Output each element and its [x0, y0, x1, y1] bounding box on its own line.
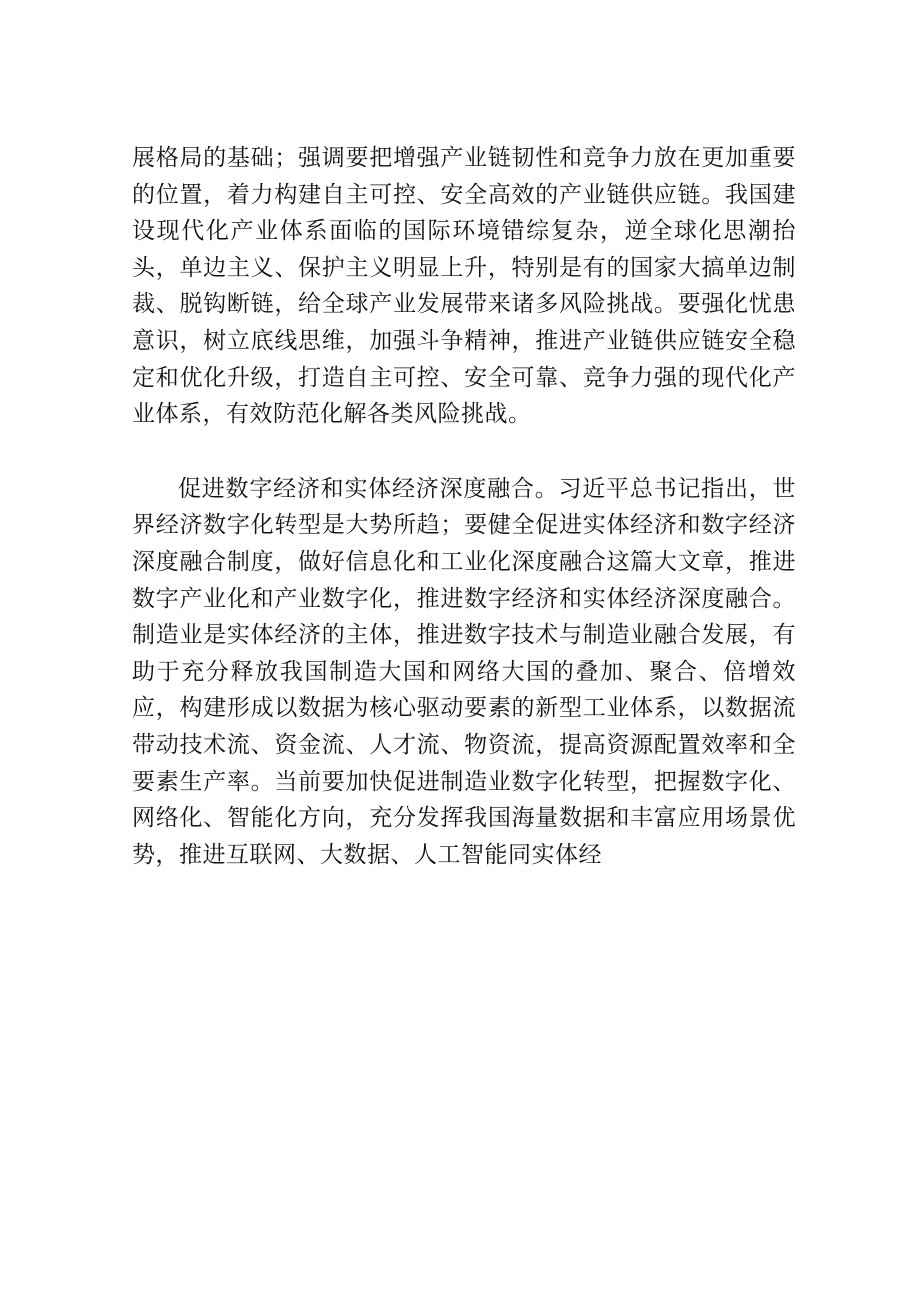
document-body [132, 140, 796, 873]
paragraph-continued: 展格局的基础；强调要把增强产业链韧性和竞争力放在更加重要的位置，着力构建自主可控、安全高效的产业链供应链。我国建设现代化产业体系面临的国际环境错综复杂，逆全球化思潮抬头，单边主义、保护主义明显上升，特别是有的国家大搞单边制裁、脱钩断链，给全球产业发展带来诸多风险挑战。要强化忧患意识，树立底线思维，加强斗争精神，推进产业链供应链安全稳定和优化升级，打造自主可控、安全可靠、竞争力强的现代化产业体系，有效防范化解各类风险挑战。 [132, 145, 796, 428]
paragraph-digital-economy: 促进数字经济和实体经济深度融合。习近平总书记指出，世界经济数字化转型是大势所趋；要健全促进实体经济和数字经济深度融合制度，做好信息化和工业化深度融合这篇大文章，推进数字产业化和产业数字化，推进数字经济和实体经济深度融合。制造业是实体经济的主体，推进数字技术与制造业融合发展，有助于充分释放我国制造大国和网络大国的叠加、聚合、倍增效应，构建形成以数据为核心驱动要素的新型工业体系，以数据流带动技术流、资金流、人才流、物资流，提高资源配置效率和全要素生产率。当前要加快促进制造业数字化转型，把握数字化、网络化、智能化方向，充分发挥我国海量数据和丰富应用场景优势，推进互联网、大数据、人工智能同实体经 [132, 475, 796, 868]
paragraph-spacer [132, 433, 796, 471]
